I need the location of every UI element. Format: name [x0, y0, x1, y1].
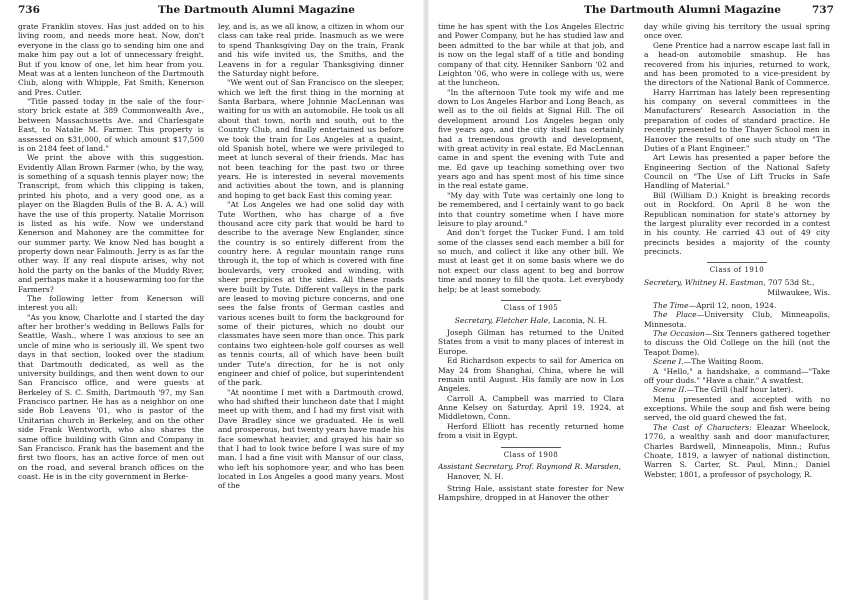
label: The Time — [653, 300, 689, 310]
paragraph: And don't forget the Tucker Fund. I am told some of the classes send each member a bill for so much, and collect it like any other bill. We must at least get it on some basis where we do not expect our class agent to beg and borrow time and money to fill the quota. Let everybody help; be at least somebody. — [438, 228, 624, 294]
left-magazine-title: The Dartmouth Alumni Magazine — [158, 4, 355, 16]
value: —April 12, noon, 1924. — [688, 300, 777, 310]
right-column-1 — [438, 22, 624, 592]
paragraph: Harry Harriman has lately been representing his company on several committees in the Manufacturers' Research Association in the preparation of codes of standard practice. He recently presented to the Thayer School men in Hanover the results of one such study on "The Duties of a Plant Engineer." — [644, 87, 830, 153]
play-scene-1-text: A "Hello," a handshake, a command—"Take off your duds." "Have a chair." A swatfest. — [644, 366, 830, 385]
label: The Occasion — [653, 329, 705, 338]
paragraph: Art Lewis has presented a paper before the Engineering Section of the National Safety Council on "The Use of Lift Trucks in Safe Handling of Material." — [644, 153, 830, 191]
secretary-title: Secretary, Fletcher Hale, — [454, 315, 551, 325]
paragraph: "Title passed today in the sale of the four-story brick estate at 389 Commonwealth Ave., between Massachusetts Ave. and Charlesgate East, to Natalie M. Farmer. This property is assessed on $31,000, of which amount $17,500 is on 2184 feet of land." — [18, 97, 204, 153]
secretary-title: Secretary, Whitney H. Eastman, — [644, 278, 766, 288]
section-divider — [501, 300, 561, 301]
paragraph: "In the afternoon Tute took my wife and me down to Los Angeles Harbor and Long Beach, as well as to the oil fields at Signal Hill. The oil development around Los Angeles began only five years ago, and the city itself has certainly had a tremendous growth and development, with great activity in real estate. Ed MacLennan came in and spent the evening with Tute and me. Ed gave up teaching something over two years ago and has spent most of his time since in the real estate game. — [438, 87, 624, 191]
right-page — [426, 0, 852, 600]
section-divider — [501, 447, 561, 448]
label: The Place — [653, 310, 697, 320]
paragraph: "As you know, Charlotte and I started the day after her brother's wedding in Bellows Falls for Seattle, Wash., where I was anxious to see an uncle of mine who is seriously ill. We spent two days in that section, looked over the stadium that Dartmouth dedicated, as well as the university buildings, and then went down to our San Francisco office, and were guests at Berkeley of S. C. Smith, Dartmouth '97, my San Francisco partner. He has as a neighbor on one side Bob Leavens '01, who is pastor of the Unitarian church in Berkeley, and on the other side Frank Wentworth, who also shares the same office building with Ginn and Company in San Francisco. Frank has the basement and the first two floors, has an active force of men out on the road, and several branch offices on the coast. He is in the city government in Berke- — [18, 312, 204, 481]
paragraph: String Hale, assistant state forester for New Hampshire, dropped in at Hanover the other — [438, 484, 624, 503]
class-1910-secretary — [644, 278, 830, 287]
secretary-location: Laconia, N. H. — [552, 315, 608, 325]
secretary-location: Hanover, N. H. — [447, 471, 504, 481]
paragraph: Bill (William D.) Knight is breaking records out in Rockford. On April 8 he won the Republican nomination for state's attorney by the largest plurality ever recorded in a contest in his county. He carried 43 out of 49 city precincts besides a majority of the county precincts. — [644, 190, 830, 256]
play-time — [644, 301, 830, 310]
paragraph: "We went out of San Francisco on the sleeper, which we left the first thing in the morning at Santa Barbara, where Johnnie MacLennan was waiting for us with an automobile. He took us all about that town, north and south, out to the Country Club, and finally entertained us before we took the train for Los Angeles at a quaint, old Spanish hotel, where we were privileged to meet at lunch several of their friends. Mac has not been teaching for the past two or three years. He is interested in several movements and activities about the town, and is planning and hoping to get back East this coming year. — [218, 78, 404, 200]
play-occasion — [644, 329, 830, 357]
paragraph: ley, and is, as we all know, a citizen in whom our class can take real pride. Inasmuch as we were to spend Thanksgiving Day on the train, Frank and his wife invited us, the Smiths, and the Leavens in for a regular Thanksgiving dinner the Saturday night before. — [218, 22, 404, 78]
class-1910-heading: Class of 1910 — [709, 266, 765, 275]
play-place — [644, 310, 830, 329]
label: Scene I. — [653, 357, 684, 367]
class-1908-secretary — [438, 462, 624, 481]
secretary-title: Assistant Secretary, Prof. Raymond R. Marsden, — [438, 462, 622, 472]
label: The Cast of Characters — [653, 422, 750, 432]
value: —University Club, Minneapolis, Minnesota. — [644, 310, 830, 329]
right-page-number: 737 — [812, 4, 834, 16]
left-column-1 — [18, 22, 204, 592]
paragraph: time he has spent with the Los Angeles Electric and Power Company, but he has studied law and been admitted to the bar while at that job, and is now on the legal staff of a title and bonding company of that city. Henniker Sanborn '02 and Leighton '06, who were in college with us, were at the luncheon. — [438, 22, 624, 88]
play-cast — [644, 423, 830, 479]
right-column-2 — [644, 22, 830, 592]
class-1910-play — [644, 301, 830, 479]
value: —Six Tenners gathered together to discuss the Old College on the hill (not the Teapot Dome). — [644, 329, 830, 357]
paragraph: Ed Richardson expects to sail for America on May 24 from Shanghai, China, where he will remain until August. His family are now in Los Angeles. — [438, 356, 624, 394]
value: —The Grill (half hour later). — [686, 385, 794, 395]
paragraph: "At Los Angeles we had one solid day with Tute Worthen, who has charge of a five thousand acre city park that would be hard to describe to the average New Englander, since the country is so entirely different from the country here. A regular mountain range runs through it, the top of which is covered with fine boulevards, very crooked and winding, with sheer precipices at the sides. All these roads were built by Tute. Different valleys in the park are leased to moving picture concerns, and one sees the false fronts of German castles and various scenes built to form the background for some of their pictures, which no doubt our classmates have seen more than once. This park contains two eighteen-hole golf courses as well as tennis courts, all of which have been built under Tute's direction, for he is not only engineer and chief of police, but superintendent of the park. — [218, 200, 404, 388]
play-scene-1 — [644, 357, 830, 366]
class-1905-heading: Class of 1905 — [503, 303, 559, 312]
paragraph: The following letter from Kenerson will interest you all: — [18, 293, 204, 313]
paragraph: We print the above with this suggestion. Evidently Allan Brown Farmer (who, by the way, is something of a squash tennis player now; the Transcript, from which this clipping is taken, printed his photo, and a very good one, as a player on the Blagden Bulls of the B. A. A.) will have the use of this property. Natalie Morrison is listed as his wife. Now we understand Kenerson and Mahoney are the committee for our summer party. We know Ned has bought a property down near Falmouth. Jerry is as far the other way. If any real dispute arises, why not hold the party on the banks of the Muddy River, and perhaps make it a housewarming too for the Farmers? — [18, 153, 204, 294]
paragraph: "At noontime I met with a Dartmouth crowd, who had shifted their luncheon date that I might meet up with them, and I had my first visit with Dave Bradley since we graduated. He is well and prosperous, but twenty years have made his face somewhat heavier, and grayed his hair so that I had to look twice before I was sure of my man. I had a fine visit with Mansur of our class, who left his sophomore year, and who has been located in Los Angeles a good many years. Most of the — [218, 387, 404, 491]
class-1908-heading: Class of 1908 — [503, 450, 559, 459]
secretary-address: 707 53d St., — [768, 278, 815, 288]
play-scene-2-text: Menu presented and accepted with no exceptions. While the soup and fish were being served, the old guard chewed the fat. — [644, 394, 830, 423]
play-scene-2 — [644, 385, 830, 394]
left-running-head — [0, 4, 426, 18]
left-column-2 — [218, 22, 404, 592]
paragraph: day while giving his territory the usual spring once over. — [644, 22, 830, 41]
paragraph: Gene Prentice had a narrow escape last fall in a head-on automobile smashup. He has recovered from his injuries, returned to work, and has been promoted to a vice-president by the directors of the National Bank of Commerce. — [644, 40, 830, 88]
value: —The Waiting Room. — [683, 357, 764, 367]
secretary-city: Milwaukee, Wis. — [767, 287, 830, 297]
paragraph: Joseph Gilman has returned to the United States from a visit to many places of interest in Europe. — [438, 328, 624, 356]
paragraph: Herford Elliott has recently returned home from a visit in Egypt. — [438, 421, 624, 441]
label: Scene II. — [653, 385, 687, 395]
left-page-number: 736 — [18, 4, 40, 16]
paragraph: grate Franklin stoves. Has just added on to his living room, and needs more heat. Now, don't everyone in the class go to sending him one and make him pay out a lot of unnecessary freight. But if you know of one, let him hear from you. Meat was at a lenten luncheon of the Dartmouth Club, along with Whipple, Fat Smith, Kenerson and Pres. Cutler. — [18, 22, 204, 97]
class-1905-secretary — [438, 316, 624, 325]
paragraph: Carroll A. Campbell was married to Clara Anne Kelsey on Saturday, April 19, 1924, at Middletown, Conn. — [438, 393, 624, 422]
value: : Eleazar Wheelock, 1776, a wealthy sash and door manufacturer, Charles Bardwell, Minneapolis, Minn.; Rufus Choate, 1819, a lawyer of national distinction, Warren S. Carter, St. Paul, Minn.; Daniel Webster, 1801, a professor of psychology, R. — [644, 422, 830, 479]
right-running-head — [426, 4, 852, 18]
right-magazine-title: The Dartmouth Alumni Magazine — [584, 4, 781, 16]
paragraph: "My day with Tute was certainly one long to be remembered, and I certainly want to go back into that country sometime when I have more leisure to play around." — [438, 190, 624, 228]
section-divider — [707, 262, 767, 263]
